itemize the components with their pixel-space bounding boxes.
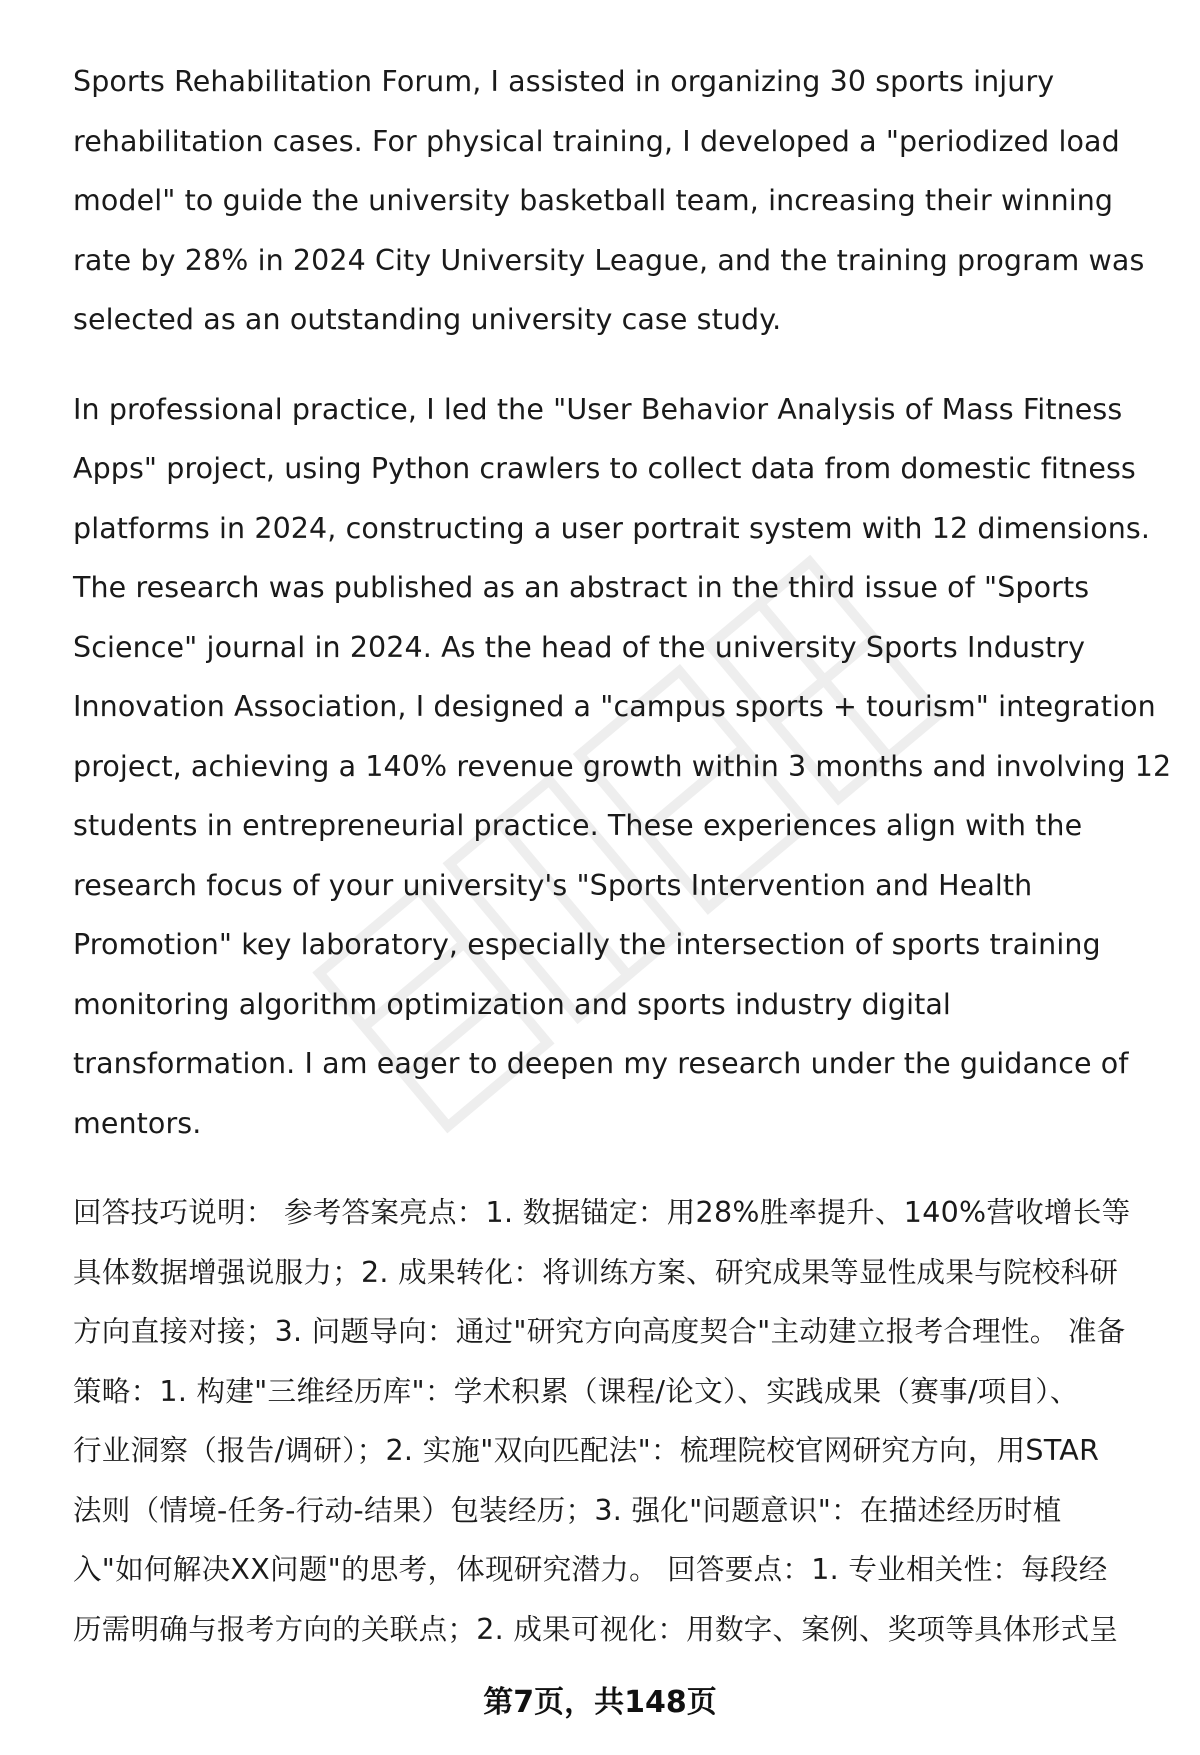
- text-line: 具体数据增强说服力；2. 成果转化：将训练方案、研究成果等显性成果与院校科研: [73, 1255, 1119, 1289]
- text-line: 回答技巧说明： 参考答案亮点：1. 数据锚定：用28%胜率提升、140%营收增长等: [73, 1196, 1131, 1229]
- text-line: 法则（情境-任务-行动-结果）包装经历；3. 强化"问题意识"：在描述经历时植: [73, 1493, 1062, 1527]
- text-line: Apps" project, using Python crawlers to collect data from domestic fitness: [73, 452, 1136, 485]
- text-line: model" to guide the university basketball team, increasing their winning: [73, 184, 1114, 217]
- text-line: mentors.: [73, 1106, 202, 1140]
- text-line: transformation. I am eager to deepen my research under the guidance of: [73, 1047, 1129, 1080]
- text-line: 入"如何解决XX问题"的思考，体现研究潜力。 回答要点：1. 专业相关性：每段经: [73, 1553, 1108, 1586]
- text-line: Science" journal in 2024. As the head of the university Sports Industry: [73, 630, 1086, 664]
- text-line: rehabilitation cases. For physical training, I developed a "periodized load: [73, 124, 1120, 158]
- text-line: In professional practice, I led the "User Behavior Analysis of Mass Fitness: [73, 392, 1123, 426]
- text-line: Promotion" key laboratory, especially the intersection of sports training: [73, 928, 1101, 961]
- text-line: 历需明确与报考方向的关联点；2. 成果可视化：用数字、案例、奖项等具体形式呈: [73, 1612, 1119, 1646]
- text-line: Sports Rehabilitation Forum, I assisted in organizing 30 sports injury: [73, 65, 1055, 98]
- text-line: selected as an outstanding university case study.: [73, 303, 782, 336]
- paragraph-2: [73, 380, 1172, 1154]
- text-line: Innovation Association, I designed a "campus sports + tourism" integration: [73, 690, 1156, 723]
- page-number-footer: 第7页，共148页: [483, 1685, 717, 1720]
- text-line: 行业洞察（报告/调研）；2. 实施"双向匹配法"：梳理院校官网研究方向，用STAR: [73, 1434, 1100, 1467]
- document-body: [73, 52, 1172, 1689]
- text-line: students in entrepreneurial practice. These experiences align with the: [73, 809, 1083, 842]
- text-line: platforms in 2024, constructing a user portrait system with 12 dimensions.: [73, 511, 1151, 545]
- text-line: project, achieving a 140% revenue growth within 3 months and involving 12: [73, 749, 1172, 783]
- text-line: rate by 28% in 2024 City University League, and the training program was: [73, 243, 1145, 277]
- text-line: 方向直接对接；3. 问题导向：通过"研究方向高度契合"主动建立报考合理性。 准备: [73, 1315, 1126, 1348]
- paragraph-1: [73, 52, 1163, 350]
- text-line: research focus of your university's "Sports Intervention and Health: [73, 868, 1033, 902]
- text-line: The research was published as an abstract in the third issue of "Sports: [73, 571, 1090, 604]
- paragraph-3-answer-tips: [73, 1183, 1163, 1659]
- text-line: 策略：1. 构建"三维经历库"：学术积累（课程/论文）、实践成果（赛事/项目）、: [73, 1374, 1079, 1408]
- text-line: monitoring algorithm optimization and sports industry digital: [73, 987, 951, 1021]
